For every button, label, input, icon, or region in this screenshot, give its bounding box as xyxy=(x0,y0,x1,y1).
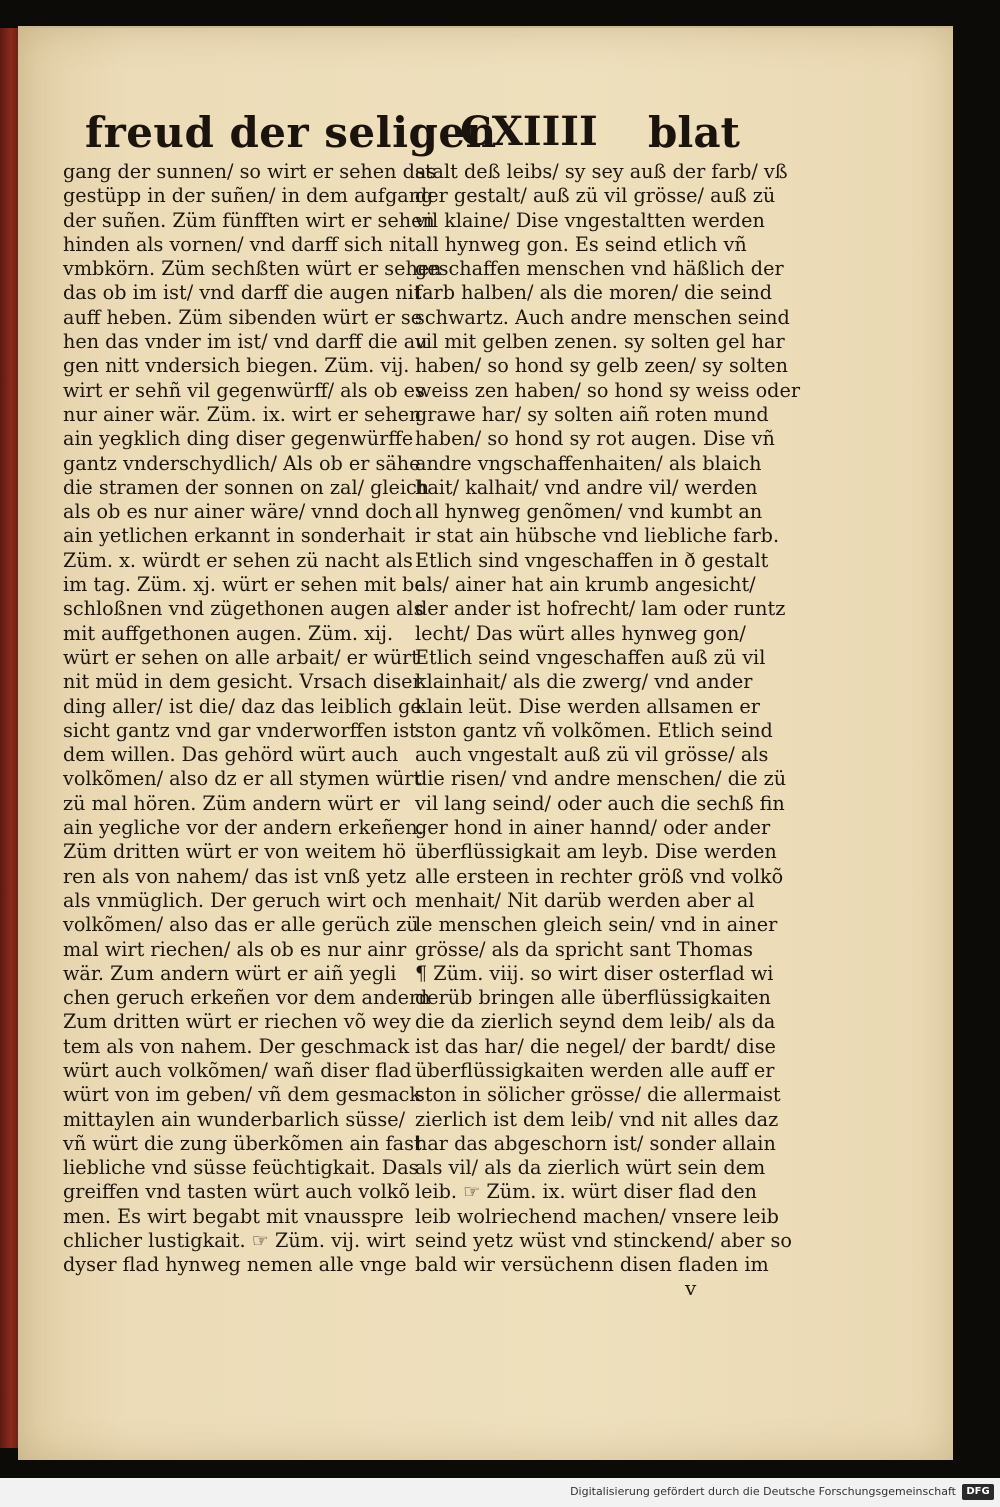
text-line: ¶ Züm. viij. so wirt diser osterflad wi xyxy=(415,961,774,985)
text-line: schwartz. Auch andre menschen seind xyxy=(415,305,790,329)
text-line: all hynweg genõmen/ vnd kumbt an xyxy=(415,500,763,524)
text-line: geschaffen menschen vnd häßlich der xyxy=(415,257,784,281)
text-line: grawe har/ sy solten aiñ roten mund xyxy=(415,402,769,426)
text-line: mit auffgethonen augen. Züm. xij. xyxy=(63,621,394,645)
text-line: leib wolriechend machen/ vnsere leib xyxy=(415,1204,779,1228)
text-line: all hynweg gon. Es seind etlich vñ xyxy=(415,232,747,256)
text-line: grösse/ als da spricht sant Thomas xyxy=(415,937,753,961)
folio-number: CXIIII xyxy=(460,108,598,155)
text-line: bald wir versüchenn disen fladen im xyxy=(415,1253,769,1277)
text-line: chen geruch erkeñen vor dem andern xyxy=(63,986,431,1010)
text-line: tem als von nahem. Der geschmack xyxy=(63,1034,410,1058)
dfg-logo: DFG xyxy=(962,1484,994,1500)
folio-label: blat xyxy=(648,108,740,157)
text-line: würt er sehen on alle arbait/ er würt xyxy=(63,645,419,669)
text-line: der ander ist hofrecht/ lam oder runtz xyxy=(415,597,786,621)
text-line: greiffen vnd tasten würt auch volkõ xyxy=(63,1180,410,1204)
text-line: wirt er sehñ vil gegenwürff/ als ob es xyxy=(63,378,425,402)
text-line: zierlich ist dem leib/ vnd nit alles daz xyxy=(415,1107,779,1131)
text-line: liebliche vnd süsse feüchtigkait. Das xyxy=(63,1156,419,1180)
text-line: die da zierlich seynd dem leib/ als da xyxy=(415,1010,776,1034)
text-line: der gestalt/ auß zü vil grösse/ auß zü xyxy=(415,184,776,208)
text-line: haben/ so hond sy gelb zeen/ sy solten xyxy=(415,354,788,378)
text-line: klainhait/ als die zwerg/ vnd ander xyxy=(415,670,753,694)
text-line: klain leüt. Dise werden allsamen er xyxy=(415,694,760,718)
text-line: nit müd in dem gesicht. Vrsach diser xyxy=(63,670,422,694)
left-text-column xyxy=(63,160,442,1278)
text-line: menhait/ Nit darüb werden aber al xyxy=(415,888,755,912)
right-text-column xyxy=(415,160,800,1278)
text-line: alle ersteen in rechter größ vnd volkõ xyxy=(415,864,784,888)
text-line: hen das vnder im ist/ vnd darff die au xyxy=(63,330,428,354)
text-line: schloßnen vnd zügethonen augen als xyxy=(63,597,424,621)
text-line: andre vngschaffenhaiten/ als blaich xyxy=(415,451,762,475)
text-line: hinden als vornen/ vnd darff sich nit xyxy=(63,232,416,256)
text-line: Zum dritten würt er riechen võ wey xyxy=(63,1010,411,1034)
text-line: vil lang seind/ oder auch die sechß fin xyxy=(415,791,785,815)
text-line: auff heben. Züm sibenden würt er se xyxy=(63,305,423,329)
text-line: Etlich sind vngeschaffen in ð gestalt xyxy=(415,548,769,572)
text-line: zü mal hören. Züm andern würt er xyxy=(63,791,400,815)
text-line: ger hond in ainer hannd/ oder ander xyxy=(415,816,771,840)
text-line: gantz vnderschydlich/ Als ob er sähe xyxy=(63,451,421,475)
text-line: das ob im ist/ vnd darff die augen nit xyxy=(63,281,422,305)
text-line: gen nitt vndersich biegen. Züm. vij. xyxy=(63,354,410,378)
text-line: die risen/ vnd andre menschen/ die zü xyxy=(415,767,787,791)
text-line: ist das har/ die negel/ der bardt/ dise xyxy=(415,1034,776,1058)
text-line: im tag. Züm. xj. würt er sehen mit be xyxy=(63,573,426,597)
text-line: die stramen der sonnen on zal/ gleich xyxy=(63,475,430,499)
text-line: men. Es wirt begabt mit vnausspre xyxy=(63,1204,404,1228)
text-line: leib. ☞ Züm. ix. würt diser flad den xyxy=(415,1180,757,1204)
running-title: freud der seligen xyxy=(85,108,497,157)
text-line: hait/ kalhait/ vnd andre vil/ werden xyxy=(415,475,758,499)
text-line: ding aller/ ist die/ daz das leiblich ge xyxy=(63,694,422,718)
text-line: als ob es nur ainer wäre/ vnnd doch xyxy=(63,500,413,524)
text-line: mittaylen ain wunderbarlich süsse/ xyxy=(63,1107,406,1131)
text-line: Züm dritten würt er von weitem hö xyxy=(63,840,407,864)
text-line: ston in sölicher grösse/ die allermaist xyxy=(415,1083,781,1107)
text-line: stalt deß leibs/ sy sey auß der farb/ vß xyxy=(415,160,788,183)
text-line: vmbkörn. Züm sechßten würt er sehen xyxy=(63,257,442,281)
text-line: überflüssigkait am leyb. Dise werden xyxy=(415,840,777,864)
text-line: vil mit gelben zenen. sy solten gel har xyxy=(415,330,785,354)
text-line: Züm. x. würdt er sehen zü nacht als xyxy=(63,548,413,572)
text-line: als vnmüglich. Der geruch wirt och xyxy=(63,888,407,912)
signature-mark: v xyxy=(685,1276,697,1300)
text-line: seind yetz wüst vnd stinckend/ aber so xyxy=(415,1229,792,1253)
text-line: vñ würt die zung überkõmen ain fast xyxy=(63,1131,422,1155)
text-line: volkõmen/ also dz er all stymen würt xyxy=(63,767,422,791)
text-line: wär. Zum andern würt er aiñ yegli xyxy=(63,961,397,985)
text-line: auch vngestalt auß zü vil grösse/ als xyxy=(415,743,769,767)
text-line: chlicher lustigkait. ☞ Züm. vij. wirt xyxy=(63,1229,406,1253)
text-line: ain yetlichen erkannt in sonderhait xyxy=(63,524,406,548)
text-line: überflüssigkaiten werden alle auff er xyxy=(415,1058,775,1082)
funding-credit: Digitalisierung gefördert durch die Deutsche Forschungsgemeinschaft xyxy=(570,1485,956,1498)
text-line: sicht gantz vnd gar vnderworffen ist xyxy=(63,718,417,742)
text-line: ren als von nahem/ das ist vnß yetz xyxy=(63,864,407,888)
text-line: derüb bringen alle überflüssigkaiten xyxy=(415,986,771,1010)
text-line: ir stat ain hübsche vnd liebliche farb. xyxy=(415,524,780,548)
text-line: har das abgeschorn ist/ sonder allain xyxy=(415,1131,776,1155)
text-line: volkõmen/ also das er alle gerüch zü xyxy=(63,913,419,937)
text-line: nur ainer wär. Züm. ix. wirt er sehen xyxy=(63,402,422,426)
text-line: dyser flad hynweg nemen alle vnge xyxy=(63,1253,407,1277)
text-line: als/ ainer hat ain krumb angesicht/ xyxy=(415,573,756,597)
text-line: gang der sunnen/ so wirt er sehen das xyxy=(63,160,437,183)
text-line: vil klaine/ Dise vngestaltten werden xyxy=(415,208,765,232)
text-line: farb halben/ als die moren/ die seind xyxy=(415,281,773,305)
text-line: würt auch volkõmen/ wañ diser flad xyxy=(63,1058,412,1082)
text-line: weiss zen haben/ so hond sy weiss oder xyxy=(415,378,800,402)
text-line: ain yegklich ding diser gegenwürffe xyxy=(63,427,414,451)
footer-bar xyxy=(0,1478,1000,1507)
text-line: der suñen. Züm fünfften wirt er sehen xyxy=(63,208,435,232)
text-line: le menschen gleich sein/ vnd in ainer xyxy=(415,913,778,937)
text-line: dem willen. Das gehörd würt auch xyxy=(63,743,399,767)
text-line: ain yegliche vor der andern erkeñen. xyxy=(63,816,424,840)
text-line: würt von im geben/ vñ dem gesmack xyxy=(63,1083,421,1107)
text-line: mal wirt riechen/ als ob es nur ainr xyxy=(63,937,407,961)
text-line: ston gantz vñ volkõmen. Etlich seind xyxy=(415,718,773,742)
text-line: als vil/ als da zierlich würt sein dem xyxy=(415,1156,766,1180)
text-line: haben/ so hond sy rot augen. Dise vñ xyxy=(415,427,775,451)
text-line: gestüpp in der suñen/ in dem aufgang xyxy=(63,184,434,208)
text-line: lecht/ Das würt alles hynweg gon/ xyxy=(415,621,746,645)
red-page-edge xyxy=(0,28,18,1448)
text-line: Etlich seind vngeschaffen auß zü vil xyxy=(415,645,766,669)
